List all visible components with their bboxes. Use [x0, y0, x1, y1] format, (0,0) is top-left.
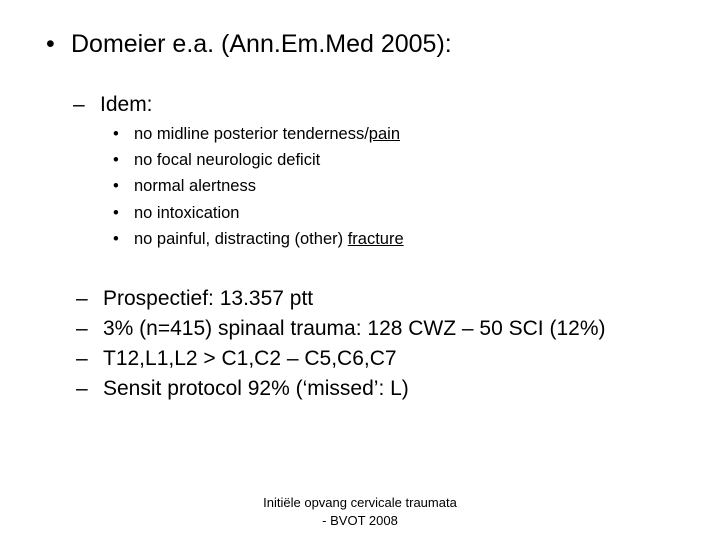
finding-text: Prospectief: 13.357 ptt	[103, 287, 314, 310]
criteria-text-plain: no painful, distracting (other)	[134, 230, 348, 248]
title-bullet: •	[46, 30, 55, 58]
slide-footer	[230, 494, 490, 530]
criteria-text-plain: no midline posterior tenderness/	[134, 125, 369, 143]
criteria-text-plain: no focal neurologic deficit	[134, 151, 321, 169]
finding-text: Sensit protocol 92% (‘missed’: L)	[103, 377, 409, 400]
idem-label: Idem:	[100, 93, 153, 116]
criteria-text	[134, 229, 404, 249]
criteria-text	[134, 176, 256, 196]
criteria-bullet: •	[113, 125, 119, 143]
criteria-bullet: •	[113, 204, 119, 222]
criteria-bullet: •	[113, 230, 119, 248]
criteria-text-plain: no intoxication	[134, 204, 240, 222]
footer-line-2: - BVOT 2008	[322, 513, 398, 528]
footer-line-1: Initiële opvang cervicale traumata	[263, 495, 457, 510]
criteria-text	[134, 124, 400, 144]
criteria-text	[134, 150, 320, 170]
criteria-text-plain: normal alertness	[134, 177, 256, 195]
finding-text: T12,L1,L2 > C1,C2 – C5,C6,C7	[103, 347, 397, 370]
criteria-text-underlined: pain	[368, 125, 400, 143]
finding-dash: –	[76, 287, 88, 310]
finding-dash: –	[76, 317, 88, 340]
idem-dash: –	[73, 93, 85, 116]
finding-dash: –	[76, 377, 88, 400]
title-text: Domeier e.a. (Ann.Em.Med 2005):	[71, 30, 452, 58]
finding-dash: –	[76, 347, 88, 370]
criteria-bullet: •	[113, 177, 119, 195]
criteria-text-underlined: fracture	[347, 230, 404, 248]
finding-text: 3% (n=415) spinaal trauma: 128 CWZ – 50 SCI (12%)	[103, 317, 606, 340]
criteria-text	[134, 203, 240, 223]
criteria-bullet: •	[113, 151, 119, 169]
